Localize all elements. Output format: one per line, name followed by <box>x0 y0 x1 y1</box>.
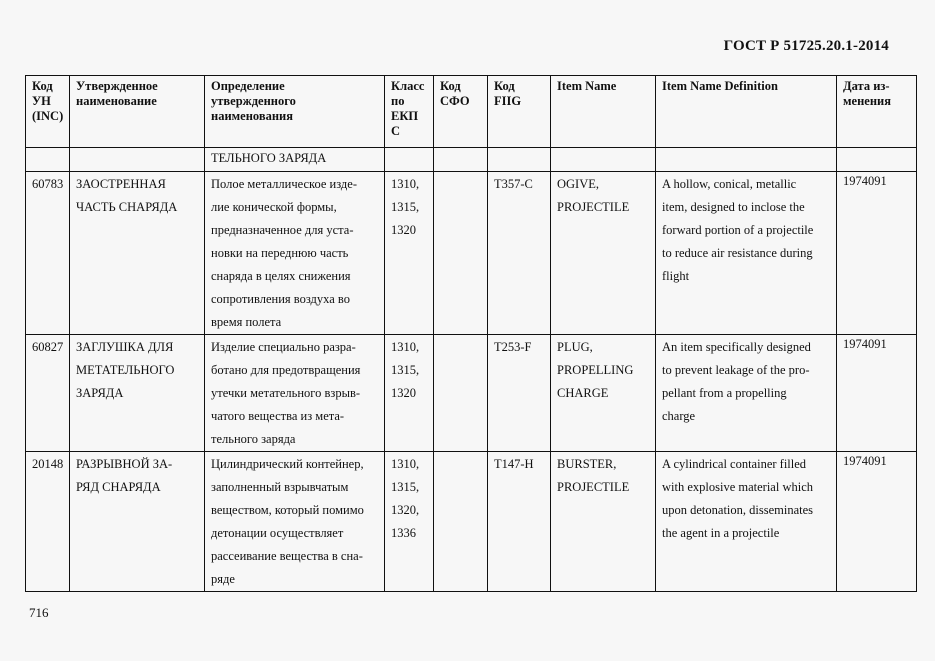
col-header-change-date: Дата из- менения <box>837 76 917 148</box>
cell-inc: 60827 <box>26 335 70 452</box>
cell-definition: Цилиндрический контейнер, заполненный взрывчатым веществом, который помимо детонации осуществляет рассеивание вещества в сна- ряде <box>205 452 385 592</box>
col-header-approved-name: Утвержденное наименование <box>70 76 205 148</box>
cell-item-definition: A cylindrical container filled with explosive material which upon detonation, disseminates the agent in a projectile <box>656 452 837 592</box>
cell-sfo <box>434 335 488 452</box>
table-cell <box>434 148 488 172</box>
cell-item-definition: A hollow, conical, metallic item, designed to inclose the forward portion of a projectile to reduce air resistance during flight <box>656 172 837 335</box>
table-cell <box>26 148 70 172</box>
cell-definition: Полое металлическое изде- лие конической формы, предназначенное для уста- новки на переднюю часть снаряда в целях снижения сопротивления воздуха во время полета <box>205 172 385 335</box>
col-header-fiig: Код FIIG <box>488 76 551 148</box>
table-cell <box>656 148 837 172</box>
page-number: 716 <box>29 605 49 620</box>
col-header-inc: Код УН (INC) <box>26 76 70 148</box>
nomenclature-table <box>25 75 917 592</box>
cell-approved-name: РАЗРЫВНОЙ ЗА- РЯД СНАРЯДА <box>70 452 205 592</box>
cell-inc: 60783 <box>26 172 70 335</box>
cell-fiig: Т357-С <box>488 172 551 335</box>
cell-class: 1310, 1315, 1320 <box>385 335 434 452</box>
cell-change-date: 1974091 <box>837 172 917 335</box>
cell-sfo <box>434 172 488 335</box>
col-header-sfo: Код СФО <box>434 76 488 148</box>
cell-fiig: Т147-Н <box>488 452 551 592</box>
table-cell <box>385 148 434 172</box>
cell-item-name: BURSTER, PROJECTILE <box>551 452 656 592</box>
cell-approved-name: ЗАГЛУШКА ДЛЯ МЕТАТЕЛЬНОГО ЗАРЯДА <box>70 335 205 452</box>
cell-item-definition: An item specifically designed to prevent leakage of the pro- pellant from a propelling charge <box>656 335 837 452</box>
cell-item-name: PLUG, PROPELLING CHARGE <box>551 335 656 452</box>
document-code: ГОСТ Р 51725.20.1-2014 <box>723 38 889 54</box>
col-header-definition: Определение утвержденного наименования <box>205 76 385 148</box>
continuation-definition: ТЕЛЬНОГО ЗАРЯДА <box>205 148 385 172</box>
table-row <box>26 335 917 452</box>
table-cell <box>488 148 551 172</box>
cell-class: 1310, 1315, 1320, 1336 <box>385 452 434 592</box>
col-header-class: Класс по ЕКП С <box>385 76 434 148</box>
table-row <box>26 452 917 592</box>
continuation-row <box>26 148 917 172</box>
cell-change-date: 1974091 <box>837 452 917 592</box>
cell-definition: Изделие специально разра- ботано для предотвращения утечки метательного взрыв- чатого вещества из мета- тельного заряда <box>205 335 385 452</box>
table-cell <box>70 148 205 172</box>
col-header-item-definition: Item Name Definition <box>656 76 837 148</box>
table-row <box>26 172 917 335</box>
col-header-item-name: Item Name <box>551 76 656 148</box>
cell-approved-name: ЗАОСТРЕННАЯ ЧАСТЬ СНАРЯДА <box>70 172 205 335</box>
cell-inc: 20148 <box>26 452 70 592</box>
cell-sfo <box>434 452 488 592</box>
cell-change-date: 1974091 <box>837 335 917 452</box>
cell-fiig: Т253-F <box>488 335 551 452</box>
cell-item-name: OGIVE, PROJECTILE <box>551 172 656 335</box>
table-cell <box>551 148 656 172</box>
table-header-row <box>26 76 917 148</box>
table-cell <box>837 148 917 172</box>
cell-class: 1310, 1315, 1320 <box>385 172 434 335</box>
